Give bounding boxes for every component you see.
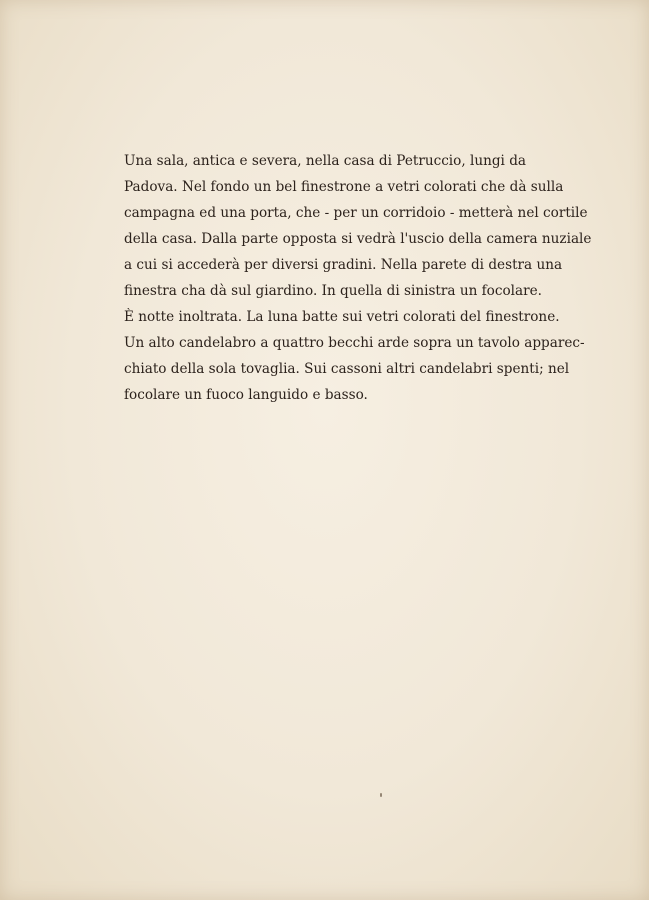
- paragraph-night: [124, 304, 585, 408]
- paragraph-setting: [124, 148, 592, 304]
- text-line: focolare un fuoco languido e basso.: [124, 387, 368, 403]
- text-line: campagna ed una porta, che - per un corridoio - metterà nel cortile: [124, 205, 588, 221]
- text-line: Una sala, antica e severa, nella casa di Petruccio, lungi da: [124, 153, 527, 169]
- text-line: chiato della sola tovaglia. Sui cassoni altri candelabri spenti; nel: [124, 361, 570, 377]
- stage-directions: [124, 148, 592, 408]
- text-line: Un alto candelabro a quattro becchi arde sopra un tavolo apparec-: [124, 335, 585, 351]
- text-line: Padova. Nel fondo un bel finestrone a vetri colorati che dà sulla: [124, 179, 564, 195]
- text-line: della casa. Dalla parte opposta si vedrà l'uscio della camera nuziale: [124, 231, 592, 247]
- text-line: finestra cha dà sul giardino. In quella di sinistra un focolare.: [124, 283, 542, 299]
- text-line: a cui si accederà per diversi gradini. Nella parete di destra una: [124, 257, 563, 273]
- paper-speck: [380, 793, 382, 797]
- text-line: È notte inoltrata. La luna batte sui vetri colorati del finestrone.: [124, 309, 560, 325]
